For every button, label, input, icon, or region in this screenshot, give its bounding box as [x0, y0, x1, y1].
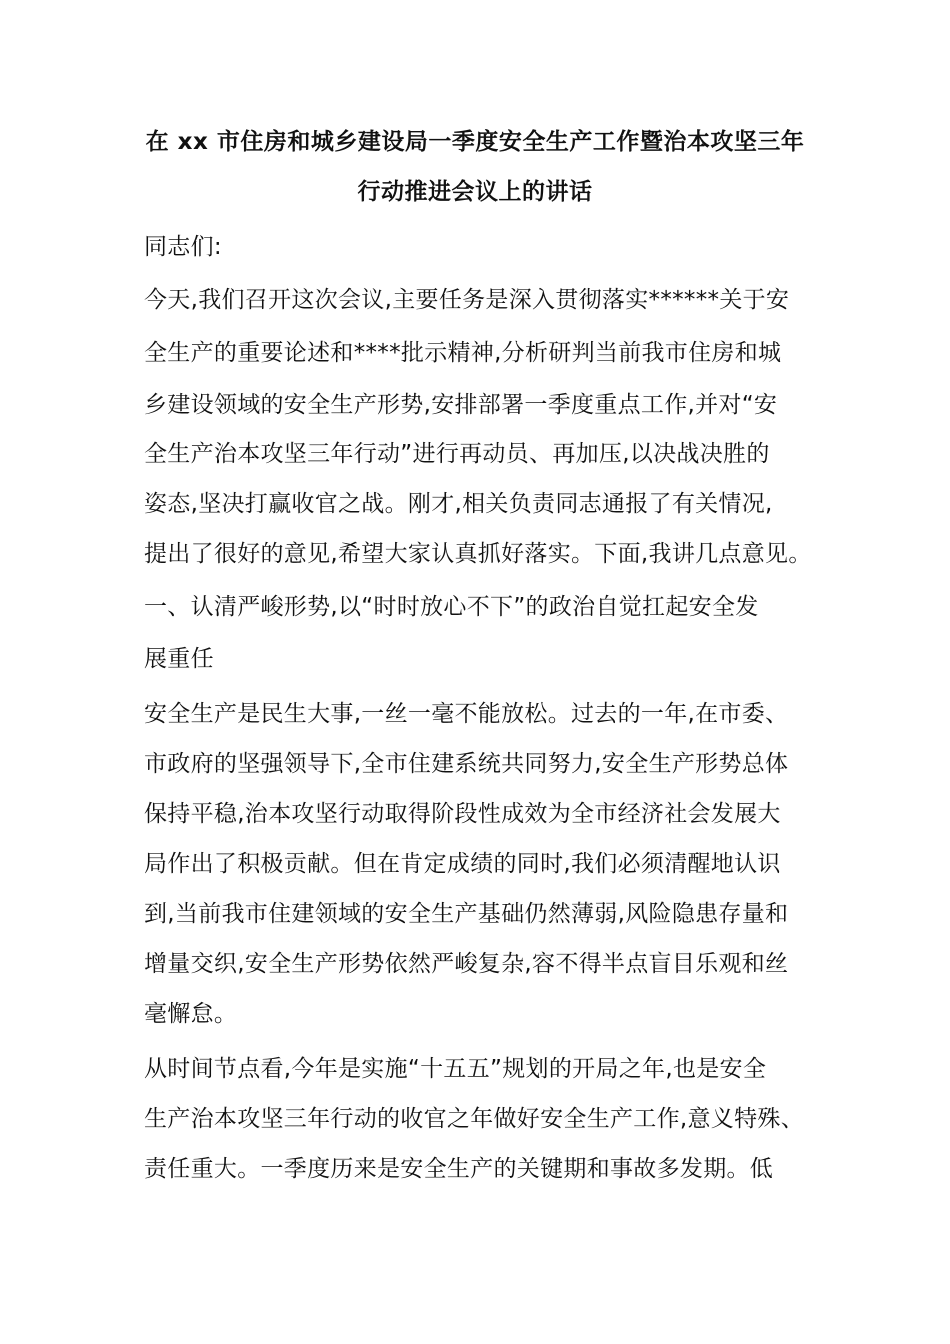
- section-heading-line: 一、认清严峻形势,以“时时放心不下”的政治自觉扛起安全发: [144, 594, 759, 620]
- paragraph-line: 责任重大。一季度历来是安全生产的关键期和事故多发期。低: [144, 1156, 774, 1182]
- section-heading-line: 展重任: [144, 646, 214, 672]
- paragraph-line: 从时间节点看,今年是实施“十五五”规划的开局之年,也是安全: [144, 1056, 767, 1082]
- paragraph-line: 今天,我们召开这次会议,主要任务是深入贯彻落实******关于安: [144, 287, 790, 313]
- paragraph-line: 到,当前我市住建领域的安全生产基础仍然薄弱,风险隐患存量和: [144, 901, 789, 927]
- paragraph-line: 毫懈怠。: [144, 1001, 238, 1027]
- document-title-line-2: 行动推进会议上的讲话: [357, 179, 593, 205]
- document-title-line-1: 在 xx 市住房和城乡建设局一季度安全生产工作暨治本攻坚三年: [145, 129, 805, 155]
- paragraph-line: 安全生产是民生大事,一丝一毫不能放松。过去的一年,在市委、: [144, 701, 789, 727]
- paragraph-line: 全生产治本攻坚三年行动”进行再动员、再加压,以决战决胜的: [144, 441, 770, 467]
- paragraph-line: 保持平稳,治本攻坚行动取得阶段性成效为全市经济社会发展大: [144, 801, 781, 827]
- paragraph-line: 姿态,坚决打赢收官之战。刚才,相关负责同志通报了有关情况,: [144, 491, 773, 517]
- salutation: 同志们:: [144, 234, 222, 260]
- paragraph-line: 全生产的重要论述和****批示精神,分析研判当前我市住房和城: [144, 340, 782, 366]
- paragraph-line: 提出了很好的意见,希望大家认真抓好落实。下面,我讲几点意见。: [144, 541, 812, 567]
- paragraph-line: 增量交织,安全生产形势依然严峻复杂,容不得半点盲目乐观和丝: [144, 951, 789, 977]
- paragraph-line: 生产治本攻坚三年行动的收官之年做好安全生产工作,意义特殊、: [144, 1106, 805, 1132]
- paragraph-line: 市政府的坚强领导下,全市住建系统共同努力,安全生产形势总体: [144, 751, 789, 777]
- paragraph-line: 局作出了积极贡献。但在肯定成绩的同时,我们必须清醒地认识: [144, 851, 781, 877]
- paragraph-line: 乡建设领域的安全生产形势,安排部署一季度重点工作,并对“安: [144, 392, 778, 418]
